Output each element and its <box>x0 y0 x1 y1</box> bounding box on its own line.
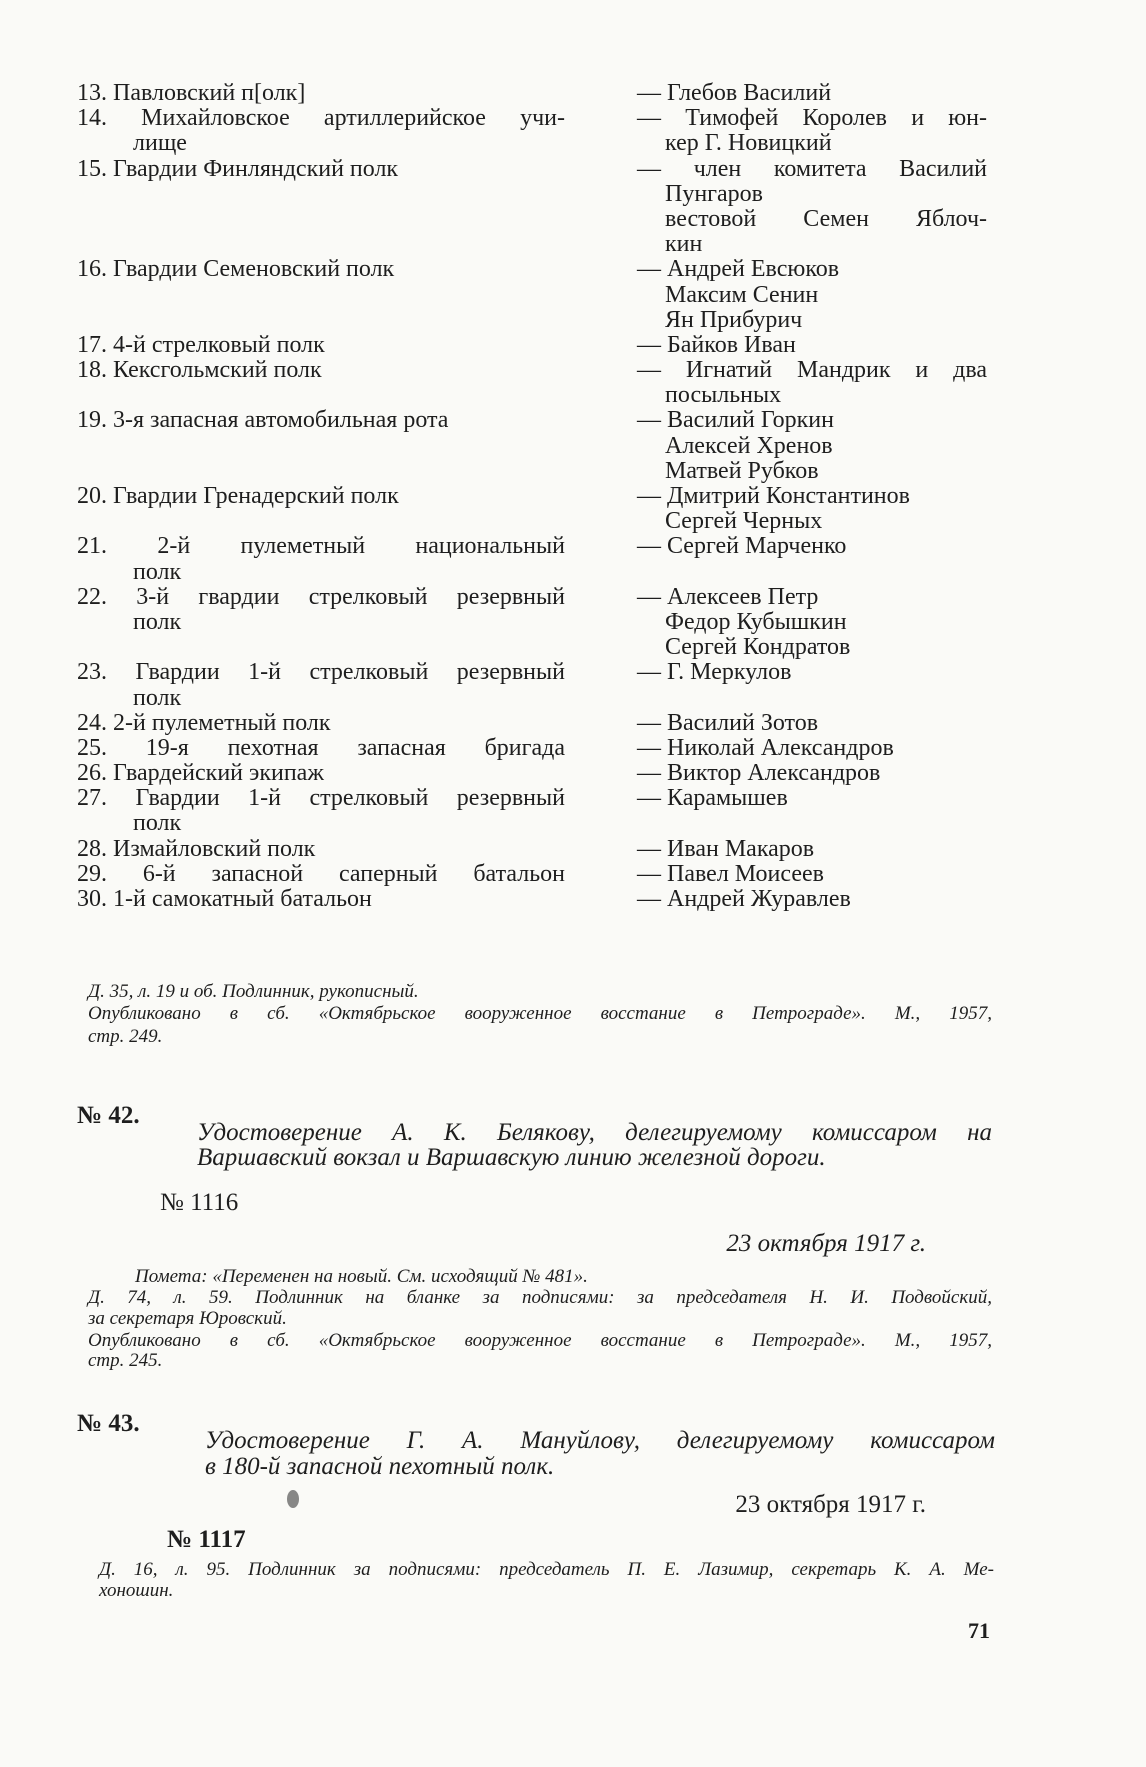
delegate-names <box>637 786 987 836</box>
delegate-line: — Карамышев <box>637 786 987 811</box>
delegate-line: Максим Сенин <box>665 281 819 308</box>
delegate-line: кин <box>665 231 703 258</box>
delegate-line: — Дмитрий Константинов <box>637 484 987 509</box>
unit-line: 18. Кексгольмский полк <box>77 357 322 384</box>
document-date: 23 октября 1917 г. <box>735 1491 926 1518</box>
source-line: Опубликовано в сб. «Октябрьское вооруженное восстание в Петрограде». М., 1957, <box>88 1330 992 1351</box>
unit-name <box>77 862 565 887</box>
delegate-names <box>637 81 987 106</box>
unit-name <box>77 837 565 862</box>
list-entry <box>77 484 987 534</box>
unit-line: лище <box>133 130 187 157</box>
list-entry <box>77 837 987 862</box>
unit-line: полк <box>133 608 182 635</box>
unit-name <box>77 484 565 534</box>
source-line: Д. 74, л. 59. Подлинник на бланке за подписями: за председателя Н. И. Подвойский, <box>88 1287 992 1308</box>
delegate-line: — Игнатий Мандрик и два <box>637 358 987 383</box>
delegate-line: Сергей Кондратов <box>665 634 851 661</box>
unit-line: 16. Гвардии Семеновский полк <box>77 256 395 283</box>
list-entry <box>77 786 987 836</box>
unit-name <box>77 585 565 661</box>
unit-name <box>77 358 565 408</box>
list-entry <box>77 862 987 887</box>
delegate-line: — Иван Макаров <box>637 837 987 862</box>
unit-line: 23. Гвардии 1-й стрелковый резервный <box>77 659 565 686</box>
delegate-line: — Василий Горкин <box>637 408 987 433</box>
ink-blot <box>287 1490 299 1508</box>
delegate-names <box>637 736 987 761</box>
delegate-names <box>637 862 987 887</box>
list-entry <box>77 887 987 912</box>
unit-line: 21. 2-й пулеметный национальный <box>77 533 565 560</box>
source-line: Опубликовано в сб. «Октябрьское вооруженное восстание в Петрограде». М., 1957, <box>88 1003 992 1024</box>
delegate-names <box>637 534 987 584</box>
delegate-line: — Андрей Евсюков <box>637 257 987 282</box>
delegate-line: — Глебов Василий <box>637 81 987 106</box>
delegate-line: — Байков Иван <box>637 333 987 358</box>
delegate-line: Ян Прибурич <box>665 306 803 333</box>
registration-number: № 1117 <box>167 1526 246 1553</box>
delegate-line: — Тимофей Королев и юн- <box>637 106 987 131</box>
unit-name <box>77 887 565 912</box>
unit-name <box>77 786 565 836</box>
unit-line: 14. Михайловское артиллерийское учи- <box>77 105 565 132</box>
delegate-names <box>637 585 987 661</box>
unit-line: 13. Павловский п[олк] <box>77 80 306 106</box>
unit-line: 22. 3-й гвардии стрелковый резервный <box>77 583 565 610</box>
unit-line: 17. 4-й стрелковый полк <box>77 331 325 358</box>
list-entry <box>77 81 987 106</box>
delegate-line: Сергей Черных <box>665 508 823 535</box>
delegate-names <box>637 660 987 710</box>
delegate-names <box>637 157 987 258</box>
list-entry <box>77 660 987 710</box>
document-title: Варшавский вокзал и Варшавскую линию железной дороги. <box>197 1144 826 1171</box>
unit-line: 25. 19-я пехотная запасная бригада <box>77 734 565 761</box>
unit-line: 28. Измайловский полк <box>77 835 316 862</box>
list-entry <box>77 106 987 156</box>
list-entry <box>77 257 987 333</box>
list-entry <box>77 761 987 786</box>
document-date: 23 октября 1917 г. <box>726 1230 926 1257</box>
delegate-names <box>637 333 987 358</box>
unit-name <box>77 534 565 584</box>
unit-line: полк <box>133 810 182 837</box>
unit-name <box>77 761 565 786</box>
unit-name <box>77 157 565 258</box>
unit-name <box>77 736 565 761</box>
delegate-line: Алексей Хренов <box>665 432 833 459</box>
delegate-names <box>637 408 987 484</box>
delegate-line: — Г. Меркулов <box>637 660 987 685</box>
delegate-names <box>637 484 987 534</box>
unit-line: 29. 6-й запасной саперный батальон <box>77 860 565 887</box>
delegate-line: Матвей Рубков <box>665 457 819 484</box>
unit-line: полк <box>133 684 182 711</box>
unit-name <box>77 660 565 710</box>
delegate-line: — Николай Александров <box>637 736 987 761</box>
delegate-names <box>637 106 987 156</box>
document-number: № 43. <box>77 1410 140 1437</box>
delegate-line: — Андрей Журавлев <box>637 887 987 912</box>
document-title: Удостоверение А. К. Белякову, делегируемому комиссаром на <box>197 1119 992 1146</box>
unit-name <box>77 408 565 484</box>
unit-name <box>77 257 565 333</box>
document-number: № 42. <box>77 1102 140 1129</box>
delegate-names <box>637 257 987 333</box>
delegate-line: вестовой Семен Яблоч- <box>665 205 987 232</box>
list-entry <box>77 711 987 736</box>
list-entry <box>77 358 987 408</box>
unit-name <box>77 81 565 106</box>
delegate-names <box>637 887 987 912</box>
unit-line: 30. 1-й самокатный батальон <box>77 886 372 912</box>
unit-line: 24. 2-й пулеметный полк <box>77 709 331 736</box>
unit-line: 27. Гвардии 1-й стрелковый резервный <box>77 785 565 812</box>
unit-line: 19. 3-я запасная автомобильная рота <box>77 407 449 434</box>
delegate-line: — Виктор Александров <box>637 761 987 786</box>
delegate-names <box>637 711 987 736</box>
unit-line: полк <box>133 558 182 585</box>
delegate-line: — Василий Зотов <box>637 711 987 736</box>
list-entry <box>77 736 987 761</box>
delegate-line: — член комитета Василий <box>637 157 987 182</box>
delegate-line: кер Г. Новицкий <box>665 130 832 157</box>
delegate-line: Федор Кубышкин <box>665 608 847 635</box>
list-entry <box>77 333 987 358</box>
regiment-delegates-list <box>77 81 987 912</box>
source-line: стр. 245. <box>88 1350 163 1371</box>
source-line: Д. 35, л. 19 и об. Подлинник, рукописный. <box>88 981 419 1002</box>
delegate-names <box>637 837 987 862</box>
unit-name <box>77 106 565 156</box>
delegate-line: — Алексеев Петр <box>637 585 987 610</box>
delegate-line: посыльных <box>665 382 782 409</box>
document-title: в 180-й запасной пехотный полк. <box>205 1453 555 1480</box>
registration-number: № 1116 <box>160 1189 239 1216</box>
document-title: Удостоверение Г. А. Мануйлову, делегируемому комиссаром <box>205 1427 995 1454</box>
source-line: Д. 16, л. 95. Подлинник за подписями: председатель П. Е. Лазимир, секретарь К. А. Ме- <box>99 1559 994 1580</box>
unit-line: 20. Гвардии Гренадерский полк <box>77 483 399 509</box>
delegate-names <box>637 761 987 786</box>
list-entry <box>77 408 987 484</box>
source-line: за секретаря Юровский. <box>88 1308 287 1329</box>
delegate-line: — Павел Моисеев <box>637 862 987 887</box>
note: Помета: «Переменен на новый. См. исходящий № 481». <box>135 1266 588 1287</box>
source-line: стр. 249. <box>88 1026 163 1047</box>
list-entry <box>77 157 987 258</box>
list-entry <box>77 534 987 584</box>
unit-line: 26. Гвардейский экипаж <box>77 760 324 787</box>
delegate-line: Пунгаров <box>665 180 764 207</box>
unit-name <box>77 711 565 736</box>
page-number: 71 <box>968 1618 990 1643</box>
unit-line: 15. Гвардии Финляндский полк <box>77 155 399 182</box>
list-entry <box>77 585 987 661</box>
delegate-names <box>637 358 987 408</box>
unit-name <box>77 333 565 358</box>
source-line: хоношин. <box>99 1580 174 1601</box>
delegate-line: — Сергей Марченко <box>637 534 987 559</box>
